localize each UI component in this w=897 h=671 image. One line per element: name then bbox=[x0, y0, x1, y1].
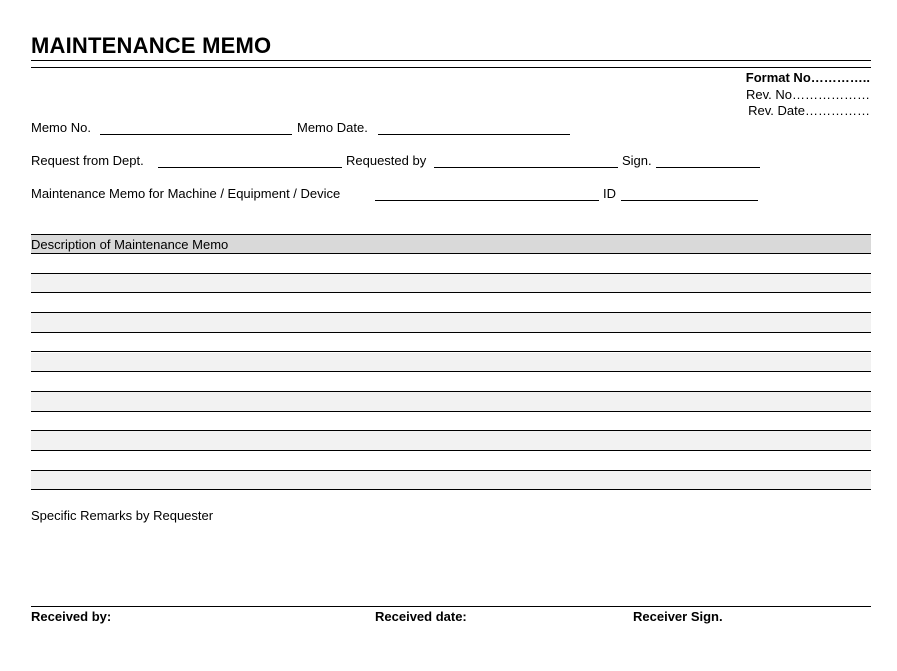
title-underline-2 bbox=[31, 67, 871, 68]
id-field[interactable] bbox=[621, 200, 758, 201]
remarks-area[interactable] bbox=[31, 525, 871, 603]
received-by-label: Received by: bbox=[31, 609, 112, 624]
received-date-label: Received date: bbox=[375, 609, 467, 624]
id-label: ID bbox=[603, 186, 616, 201]
format-no-label: Format No………….. bbox=[745, 70, 870, 85]
description-header-label: Description of Maintenance Memo bbox=[31, 237, 229, 252]
memo-date-field[interactable] bbox=[378, 134, 570, 135]
description-header bbox=[31, 234, 871, 254]
description-row[interactable] bbox=[31, 412, 871, 432]
footer-divider bbox=[31, 606, 871, 607]
title-underline bbox=[31, 60, 871, 61]
request-dept-label: Request from Dept. bbox=[31, 153, 144, 168]
requested-by-field[interactable] bbox=[434, 167, 618, 168]
memo-no-field[interactable] bbox=[100, 134, 292, 135]
description-row[interactable] bbox=[31, 254, 871, 274]
description-row[interactable] bbox=[31, 333, 871, 353]
description-row[interactable] bbox=[31, 372, 871, 392]
rev-date-label: Rev. Date…………… bbox=[748, 103, 870, 118]
description-row[interactable] bbox=[31, 353, 871, 373]
sign-label: Sign. bbox=[622, 153, 652, 168]
machine-field[interactable] bbox=[375, 200, 599, 201]
page-title: MAINTENANCE MEMO bbox=[31, 33, 272, 58]
description-row[interactable] bbox=[31, 431, 871, 451]
receiver-sign-label: Receiver Sign. bbox=[633, 609, 723, 624]
description-row[interactable] bbox=[31, 313, 871, 333]
description-row[interactable] bbox=[31, 471, 871, 491]
memo-date-label: Memo Date. bbox=[297, 120, 368, 135]
description-row[interactable] bbox=[31, 392, 871, 412]
memo-no-label: Memo No. bbox=[31, 120, 91, 135]
remarks-label: Specific Remarks by Requester bbox=[31, 508, 214, 523]
sign-field[interactable] bbox=[656, 167, 760, 168]
requested-by-label: Requested by bbox=[346, 153, 427, 168]
description-row[interactable] bbox=[31, 451, 871, 471]
machine-label: Maintenance Memo for Machine / Equipment / Device bbox=[31, 186, 341, 201]
description-row[interactable] bbox=[31, 293, 871, 313]
request-dept-field[interactable] bbox=[158, 167, 342, 168]
rev-no-label: Rev. No……………… bbox=[746, 87, 870, 102]
description-row[interactable] bbox=[31, 274, 871, 294]
